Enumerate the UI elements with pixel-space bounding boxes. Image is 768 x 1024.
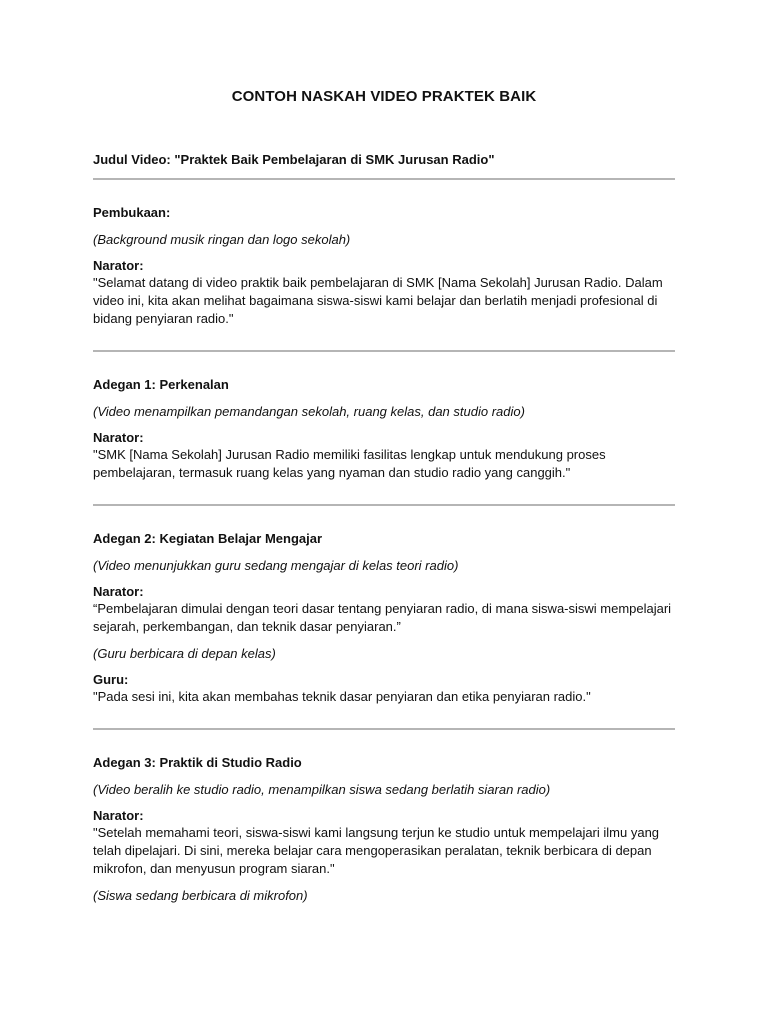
section-adegan-1	[93, 352, 675, 504]
speaker-label: Narator:	[93, 258, 144, 273]
section-heading: Adegan 1: Perkenalan	[93, 377, 229, 392]
dialogue-line: "Pada sesi ini, kita akan membahas teknik dasar penyiaran dan etika penyiaran radio."	[93, 689, 591, 704]
stage-direction: (Background musik ringan dan logo sekolah)	[93, 232, 351, 247]
dialogue-block	[93, 671, 675, 706]
document-title: CONTOH NASKAH VIDEO PRAKTEK BAIK	[231, 88, 537, 105]
stage-direction: (Video beralih ke studio radio, menampilkan siswa sedang berlatih siaran radio)	[93, 782, 551, 797]
dialogue-line: "Setelah memahami teori, siswa-siswi kami langsung terjun ke studio untuk mempelajari ilmu yang telah dipelajari. Di sini, mereka belajar cara mengoperasikan peralatan, teknik berbicara di depan mikrofon, dan menyusun program siaran."	[93, 825, 660, 876]
section-adegan-2	[93, 506, 675, 728]
dialogue-block	[93, 257, 675, 328]
stage-direction: (Video menampilkan pemandangan sekolah, ruang kelas, dan studio radio)	[93, 404, 525, 419]
speaker-label: Guru:	[93, 672, 129, 687]
dialogue-line: "SMK [Nama Sekolah] Jurusan Radio memiliki fasilitas lengkap untuk mendukung proses pembelajaran, termasuk ruang kelas yang nyaman dan studio radio yang canggih."	[93, 447, 606, 480]
section-heading: Adegan 2: Kegiatan Belajar Mengajar	[93, 531, 323, 546]
dialogue-line: "Selamat datang di video praktik baik pembelajaran di SMK [Nama Sekolah] Jurusan Radio. Dalam video ini, kita akan melihat bagaimana siswa-siswi kami belajar dan berlatih menjadi profesional di bidang penyiaran radio."	[93, 275, 663, 326]
stage-direction: (Video menunjukkan guru sedang mengajar di kelas teori radio)	[93, 558, 459, 573]
stage-direction: (Guru berbicara di depan kelas)	[93, 646, 276, 661]
dialogue-block	[93, 429, 675, 482]
section-heading: Pembukaan:	[93, 205, 171, 220]
speaker-label: Narator:	[93, 584, 144, 599]
video-title: Judul Video: "Praktek Baik Pembelajaran di SMK Jurusan Radio"	[93, 152, 495, 167]
speaker-label: Narator:	[93, 430, 144, 445]
dialogue-block	[93, 583, 675, 636]
section-adegan-3	[93, 730, 675, 925]
dialogue-line: “Pembelajaran dimulai dengan teori dasar tentang penyiaran radio, di mana siswa-siswi mempelajari sejarah, perkembangan, dan teknik dasar penyiaran.”	[93, 601, 672, 634]
dialogue-block	[93, 807, 675, 878]
stage-direction: (Siswa sedang berbicara di mikrofon)	[93, 888, 308, 903]
section-heading: Adegan 3: Praktik di Studio Radio	[93, 755, 302, 770]
speaker-label: Narator:	[93, 808, 144, 823]
section-pembukaan	[93, 180, 675, 350]
